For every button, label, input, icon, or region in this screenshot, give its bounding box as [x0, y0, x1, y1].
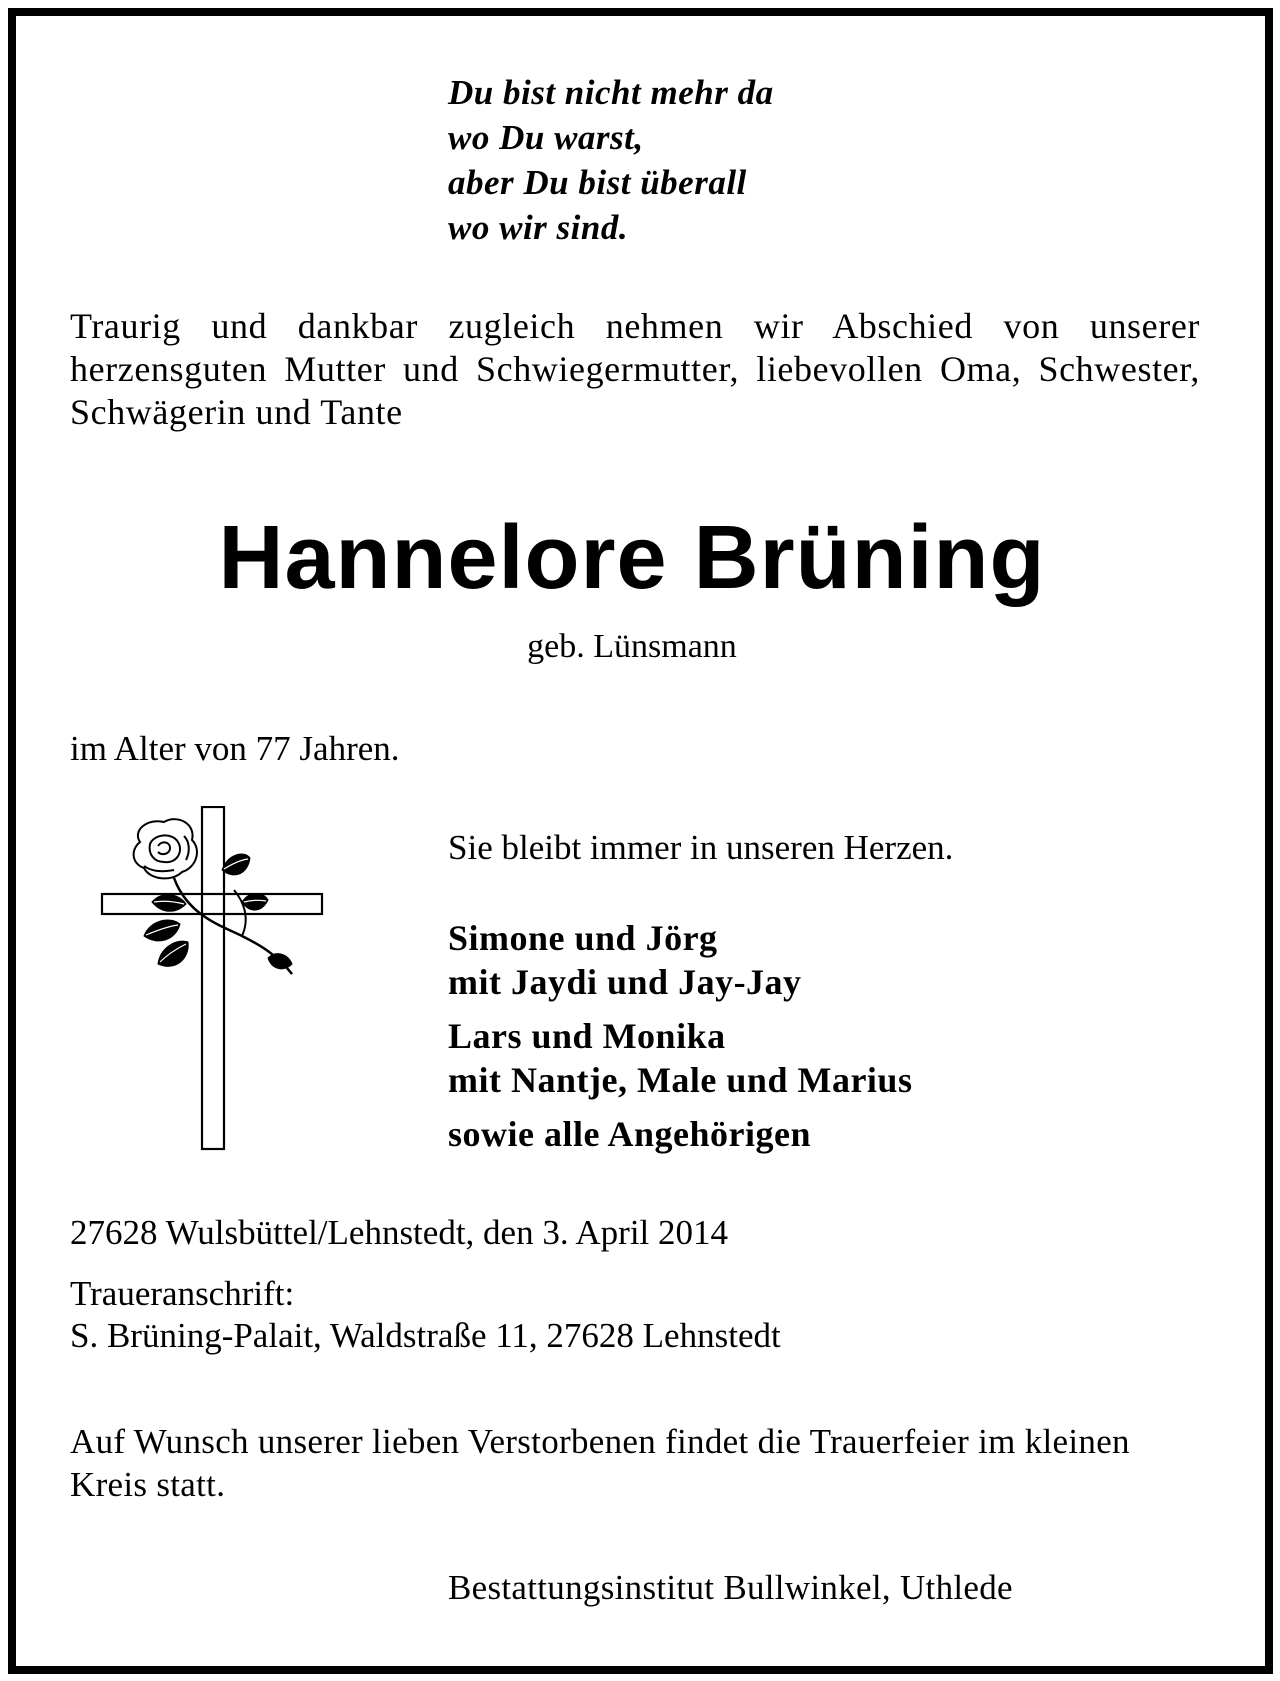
poem-line: Du bist nicht mehr da	[448, 73, 774, 112]
family-signatures	[448, 916, 912, 1156]
family-line: Simone und Jörg	[448, 918, 718, 958]
address-label: Traueranschrift:	[70, 1274, 295, 1313]
poem	[448, 70, 774, 250]
birth-name: geb. Lünsmann	[527, 628, 737, 665]
family-line: mit Nantje, Male und Marius	[448, 1060, 913, 1100]
age-text: im Alter von 77 Jahren.	[70, 729, 400, 768]
poem-line: aber Du bist überall	[448, 163, 747, 202]
poem-line: wo wir sind.	[448, 208, 629, 247]
family-line: sowie alle Angehörigen	[448, 1114, 811, 1154]
intro-paragraph: Traurig und dankbar zugleich nehmen wir Abschied von unserer herzensguten Mutter und Schwiegermutter, liebevollen Oma, Schwester, Schwägerin und Tante	[70, 306, 1200, 432]
poem-line: wo Du warst,	[448, 118, 644, 157]
spacer	[448, 1102, 912, 1112]
mourning-address	[70, 1273, 781, 1357]
funeral-wish: Auf Wunsch unserer lieben Verstorbenen findet die Trauerfeier im kleinen Kreis statt.	[70, 1422, 1130, 1504]
place-date: 27628 Wulsbüttel/Lehnstedt, den 3. April 2014	[70, 1213, 729, 1252]
deceased-name: Hannelore Brüning	[218, 508, 1046, 608]
remembrance-text: Sie bleibt immer in unseren Herzen.	[448, 828, 954, 867]
family-line: mit Jaydi und Jay-Jay	[448, 962, 802, 1002]
family-line: Lars und Monika	[448, 1016, 726, 1056]
address-value: S. Brüning-Palait, Waldstraße 11, 27628 Lehnstedt	[70, 1316, 781, 1355]
spacer	[448, 1004, 912, 1014]
undertaker: Bestattungsinstitut Bullwinkel, Uthlede	[448, 1568, 1013, 1607]
cross-with-rose-icon	[92, 806, 332, 1151]
